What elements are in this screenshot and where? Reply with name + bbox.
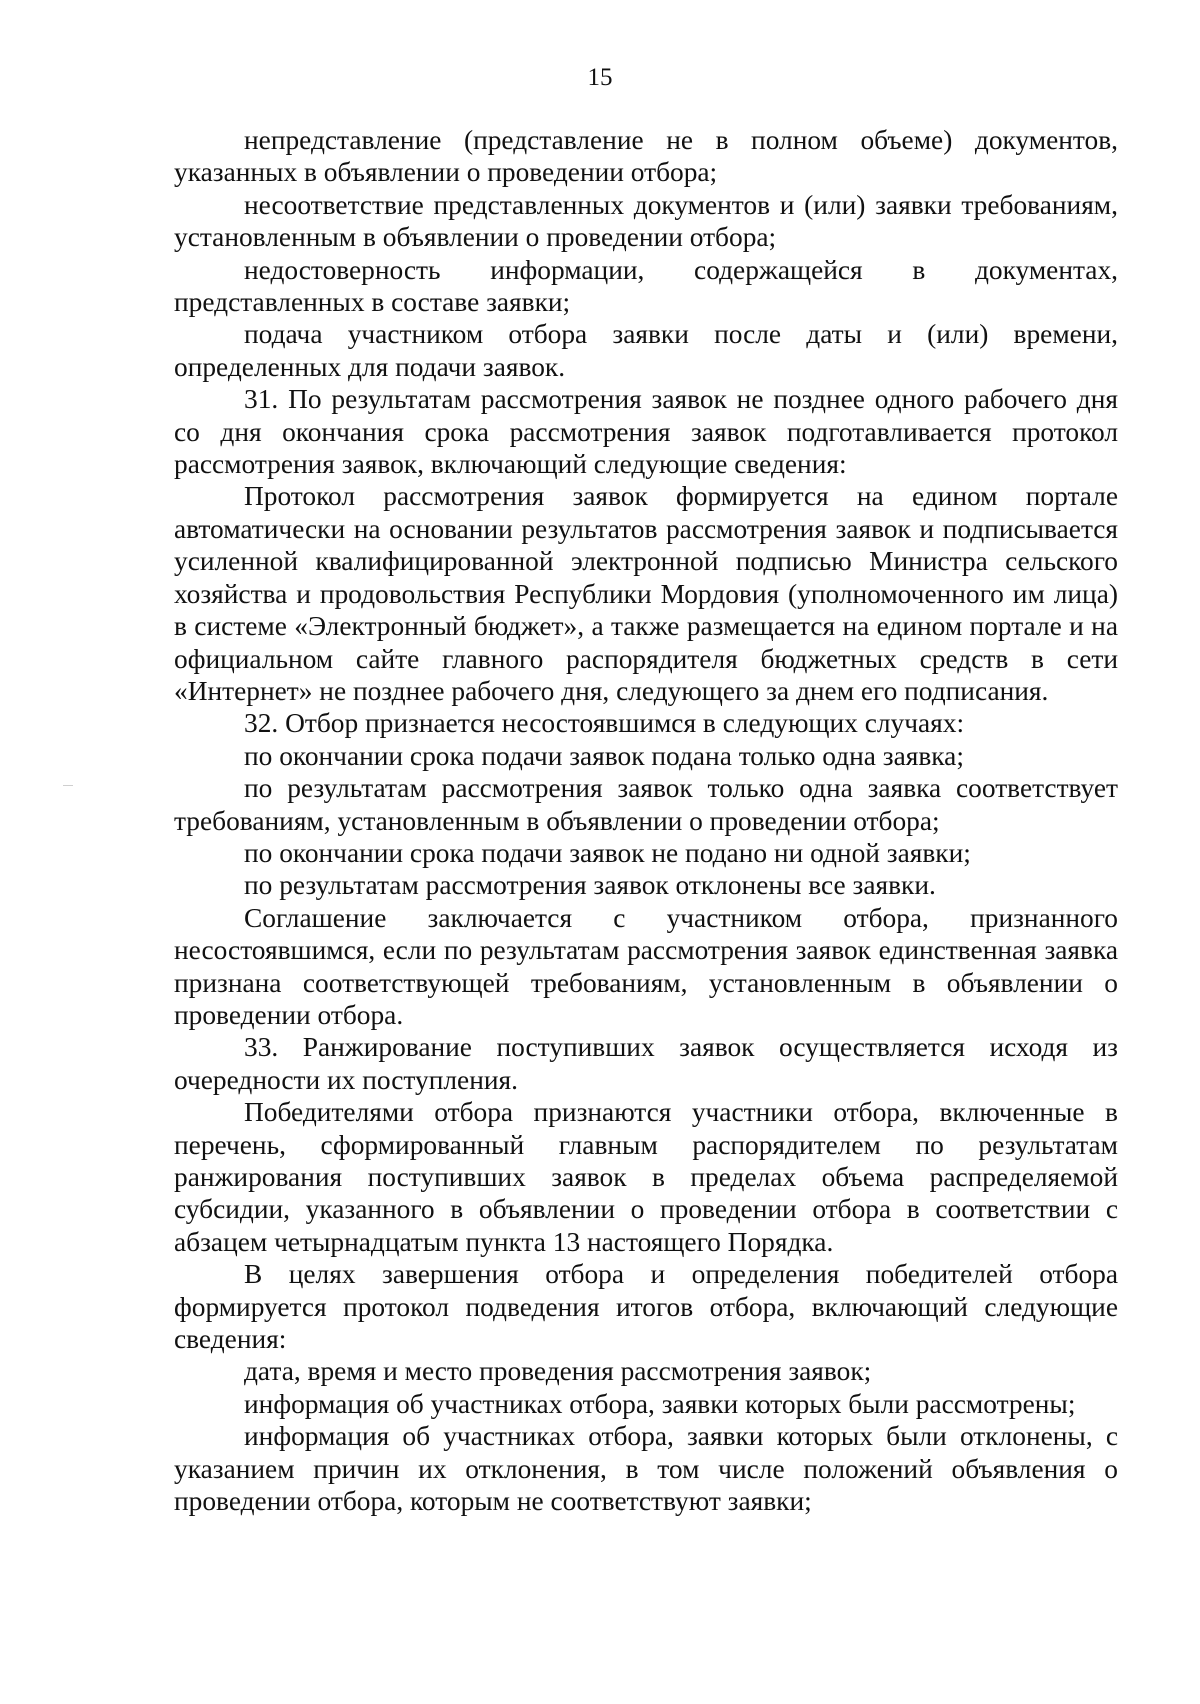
paragraph-item-32: 32. Отбор признается несостоявшимся в следующих случаях: xyxy=(244,708,965,739)
paragraph: информация об участниках отбора, заявки которых были отклонены, с указанием причин их отклонения, в том числе положений объявления о проведении отбора, которым не соответствуют заявки; xyxy=(174,1421,1118,1517)
paragraph: по окончании срока подачи заявок не подано ни одной заявки; xyxy=(244,837,971,868)
paragraph: информация об участниках отбора, заявки которых были рассмотрены; xyxy=(244,1388,1076,1419)
paragraph: Протокол рассмотрения заявок формируется на едином портале автоматически на основании результатов рассмотрения заявок и подписывается усиленной квалифицированной электронной подписью Министра сельского хозяйства и продовольствия Республики Мордовия (уполномоченного им лица) в системе «Электронный бюджет», а также размещается на едином портале и на официальном сайте главного распорядителя бюджетных средств в сети «Интернет» не позднее рабочего дня, следующего за днем его подписания. xyxy=(174,481,1118,706)
paragraph: Победителями отбора признаются участники отбора, включенные в перечень, сформированный главным распорядителем по результатам ранжирования поступивших заявок в пределах объема распределяемой субсидии, указанного в объявлении о проведении отбора в соответствии с абзацем четырнадцатым пункта 13 настоящего Порядка. xyxy=(174,1097,1118,1257)
paragraph: недостоверность информации, содержащейся в документах, представленных в составе заявки; xyxy=(174,254,1118,318)
paragraph: несоответствие представленных документов и (или) заявки требованиям, установленным в объявлении о проведении отбора; xyxy=(174,189,1118,253)
paragraph: по результатам рассмотрения заявок отклонены все заявки. xyxy=(244,870,936,901)
document-body xyxy=(174,124,1118,1517)
paragraph: В целях завершения отбора и определения победителей отбора формируется протокол подведения итогов отбора, включающий следующие сведения: xyxy=(174,1259,1118,1355)
paragraph: дата, время и место проведения рассмотрения заявок; xyxy=(244,1356,872,1387)
paragraph-item-31: 31. По результатам рассмотрения заявок не позднее одного рабочего дня со дня окончания срока рассмотрения заявок подготавливается протокол рассмотрения заявок, включающий следующие сведения: xyxy=(174,384,1118,480)
paragraph: подача участником отбора заявки после даты и (или) времени, определенных для подачи заявок. xyxy=(174,319,1118,382)
margin-mark xyxy=(63,785,73,786)
paragraph-item-33: 33. Ранжирование поступивших заявок осуществляется исходя из очередности их поступления. xyxy=(174,1032,1118,1095)
paragraph: по результатам рассмотрения заявок только одна заявка соответствует требованиям, установленным в объявлении о проведении отбора; xyxy=(174,773,1118,836)
page-number: 15 xyxy=(587,64,613,91)
paragraph: по окончании срока подачи заявок подана только одна заявка; xyxy=(244,740,964,771)
paragraph: Соглашение заключается с участником отбора, признанного несостоявшимся, если по результатам рассмотрения заявок единственная заявка признана соответствующей требованиям, установленным в объявлении о проведении отбора. xyxy=(174,902,1118,1030)
paragraph: непредставление (представление не в полном объеме) документов, указанных в объявлении о проведении отбора; xyxy=(174,125,1118,188)
